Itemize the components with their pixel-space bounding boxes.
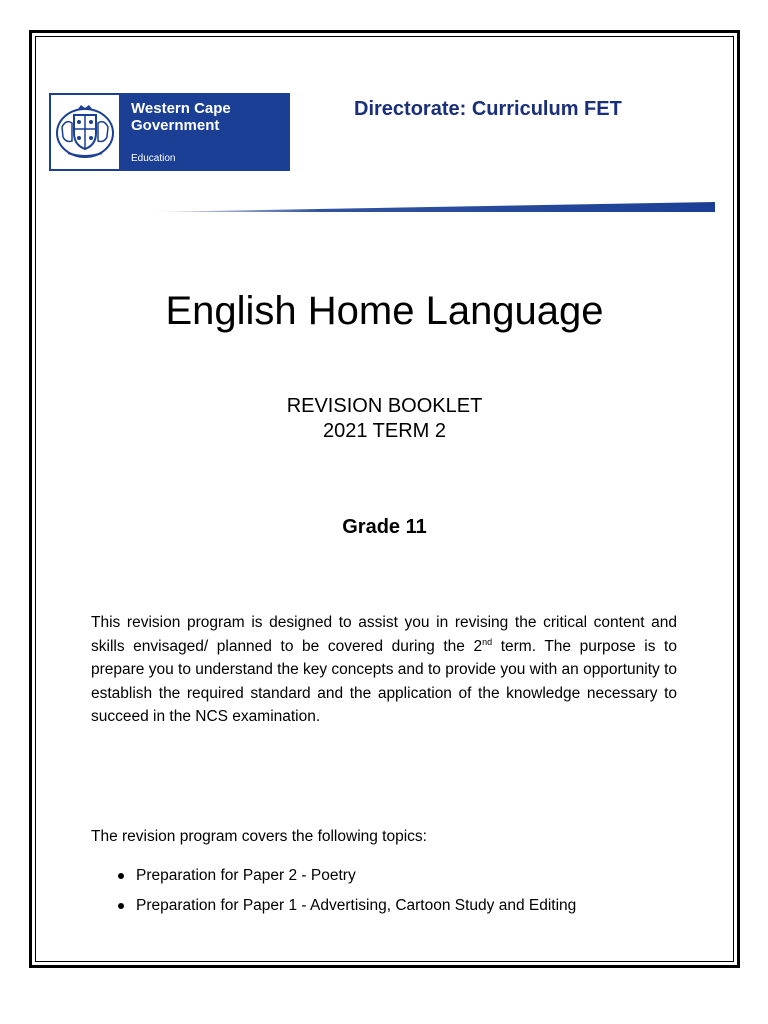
subtitle-line-2: 2021 TERM 2: [322, 420, 447, 442]
logo-name: Western Cape Government: [131, 100, 231, 134]
coat-of-arms-icon: [49, 93, 121, 171]
document-title: English Home Language: [165, 289, 604, 333]
header-accent-line: [150, 200, 715, 214]
page-border-inner: [35, 36, 734, 962]
intro-paragraph: [91, 611, 677, 729]
intro-superscript: nd: [482, 636, 493, 647]
logo-department: Education: [131, 153, 176, 164]
topics-list: [91, 861, 691, 921]
list-item: [91, 891, 691, 921]
directorate-heading: Directorate: Curriculum FET: [354, 98, 622, 120]
western-cape-government-logo: [49, 93, 290, 171]
topics-lead: The revision program covers the following topics:: [91, 828, 427, 845]
intro-text-part-1: This revision program is designed to assist you in revising the critical content and skills envisaged/ planned to be covered during the 2: [91, 614, 677, 655]
topic-text: Preparation for Paper 1 - Advertising, Cartoon Study and Editing: [136, 897, 577, 914]
document-subtitle: [36, 394, 733, 444]
logo-text-panel: [121, 93, 290, 171]
intro-text-part-2: term. The purpose is to prepare you to understand the key concepts and to provide you with an opportunity to establish the required standard and the application of the knowledge necessary to succeed in the NCS examination.: [91, 637, 677, 726]
grade-label: Grade 11: [342, 516, 427, 538]
bullet-icon: [118, 903, 124, 909]
subtitle-line-1: REVISION BOOKLET: [286, 395, 483, 417]
topic-text: Preparation for Paper 2 - Poetry: [136, 867, 356, 884]
list-item: [91, 861, 691, 891]
bullet-icon: [118, 873, 124, 879]
crest-icon: [54, 99, 116, 165]
